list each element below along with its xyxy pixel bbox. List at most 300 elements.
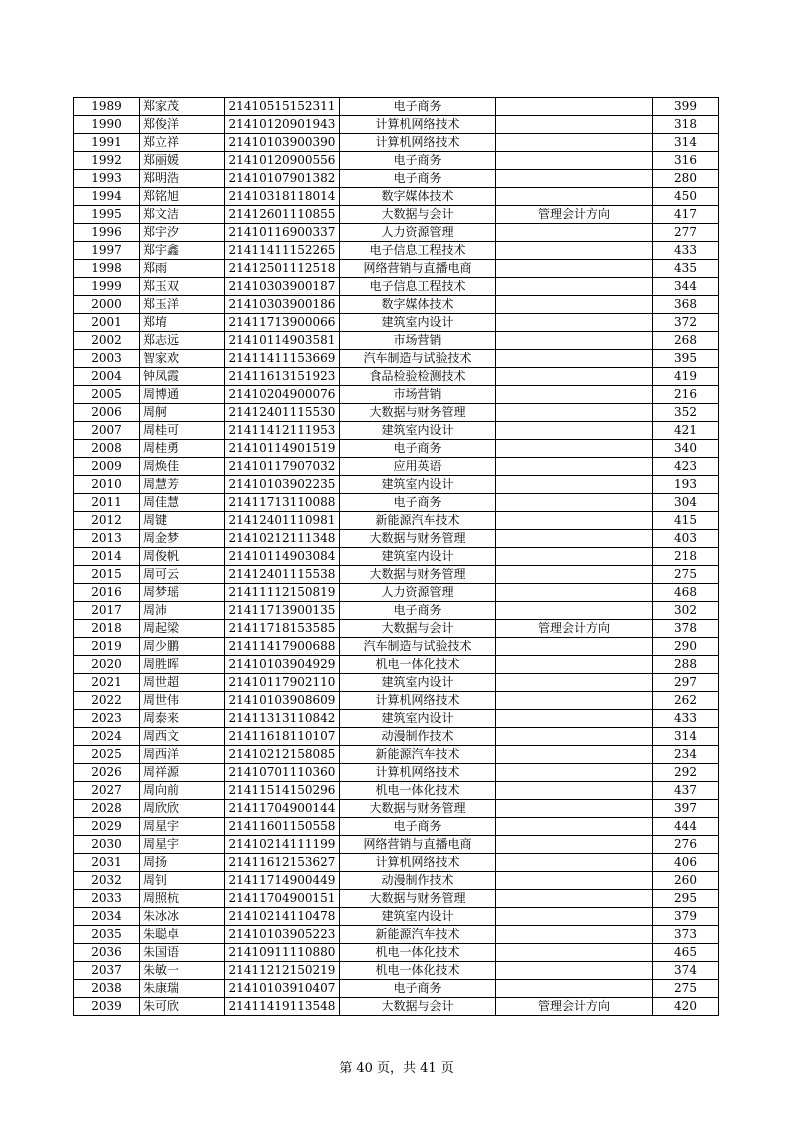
major-cell: 计算机网络技术	[340, 134, 496, 152]
major-direction-cell	[496, 962, 653, 980]
table-row	[74, 998, 719, 1016]
student-name-cell: 周佳慧	[140, 494, 225, 512]
exam-number-cell: 21410116900337	[225, 224, 340, 242]
row-number-cell: 2001	[74, 314, 140, 332]
student-name-cell: 郑家茂	[140, 98, 225, 116]
student-name-cell: 周博通	[140, 386, 225, 404]
student-name-cell: 郑堉	[140, 314, 225, 332]
score-cell: 275	[653, 980, 719, 998]
exam-number-cell: 21411411153669	[225, 350, 340, 368]
table-row	[74, 890, 719, 908]
major-cell: 电子商务	[340, 494, 496, 512]
major-cell: 电子商务	[340, 818, 496, 836]
table-row	[74, 566, 719, 584]
roster-table-body	[74, 98, 719, 1016]
score-cell: 297	[653, 674, 719, 692]
exam-number-cell: 21411612153627	[225, 854, 340, 872]
row-number-cell: 2031	[74, 854, 140, 872]
score-cell: 378	[653, 620, 719, 638]
major-direction-cell	[496, 512, 653, 530]
exam-number-cell: 21411718153585	[225, 620, 340, 638]
table-row	[74, 728, 719, 746]
major-cell: 机电一体化技术	[340, 782, 496, 800]
table-row	[74, 548, 719, 566]
score-cell: 260	[653, 872, 719, 890]
exam-number-cell: 21410103908609	[225, 692, 340, 710]
exam-number-cell: 21410120901943	[225, 116, 340, 134]
student-name-cell: 郑宇鑫	[140, 242, 225, 260]
exam-number-cell: 21410214111199	[225, 836, 340, 854]
student-name-cell: 郑志远	[140, 332, 225, 350]
score-cell: 450	[653, 188, 719, 206]
student-name-cell: 郑文洁	[140, 206, 225, 224]
major-cell: 大数据与财务管理	[340, 530, 496, 548]
table-row	[74, 638, 719, 656]
row-number-cell: 2023	[74, 710, 140, 728]
table-row	[74, 440, 719, 458]
table-row	[74, 332, 719, 350]
table-row	[74, 926, 719, 944]
major-direction-cell	[496, 260, 653, 278]
major-direction-cell	[496, 692, 653, 710]
major-direction-cell	[496, 422, 653, 440]
student-name-cell: 周少鹏	[140, 638, 225, 656]
row-number-cell: 1994	[74, 188, 140, 206]
student-name-cell: 朱国语	[140, 944, 225, 962]
exam-number-cell: 21410103910407	[225, 980, 340, 998]
score-cell: 280	[653, 170, 719, 188]
major-direction-cell: 管理会计方向	[496, 620, 653, 638]
student-name-cell: 郑玉洋	[140, 296, 225, 314]
student-name-cell: 周胜晖	[140, 656, 225, 674]
score-cell: 234	[653, 746, 719, 764]
table-row	[74, 746, 719, 764]
row-number-cell: 2024	[74, 728, 140, 746]
student-name-cell: 郑宇汐	[140, 224, 225, 242]
row-number-cell: 2025	[74, 746, 140, 764]
table-row	[74, 296, 719, 314]
score-cell: 421	[653, 422, 719, 440]
score-cell: 262	[653, 692, 719, 710]
major-direction-cell	[496, 368, 653, 386]
row-number-cell: 2030	[74, 836, 140, 854]
table-row	[74, 602, 719, 620]
student-name-cell: 周照杭	[140, 890, 225, 908]
row-number-cell: 2026	[74, 764, 140, 782]
exam-number-cell: 21410114903581	[225, 332, 340, 350]
major-cell: 计算机网络技术	[340, 854, 496, 872]
exam-number-cell: 21410303900186	[225, 296, 340, 314]
major-cell: 数字媒体技术	[340, 296, 496, 314]
table-row	[74, 170, 719, 188]
table-row	[74, 710, 719, 728]
exam-number-cell: 21410103904929	[225, 656, 340, 674]
major-direction-cell: 管理会计方向	[496, 998, 653, 1016]
score-cell: 290	[653, 638, 719, 656]
exam-number-cell: 21410204900076	[225, 386, 340, 404]
major-cell: 人力资源管理	[340, 584, 496, 602]
score-cell: 415	[653, 512, 719, 530]
score-cell: 193	[653, 476, 719, 494]
major-direction-cell	[496, 872, 653, 890]
table-row	[74, 404, 719, 422]
score-cell: 340	[653, 440, 719, 458]
row-number-cell: 2015	[74, 566, 140, 584]
score-cell: 292	[653, 764, 719, 782]
score-cell: 444	[653, 818, 719, 836]
student-name-cell: 周泰来	[140, 710, 225, 728]
table-row	[74, 674, 719, 692]
exam-number-cell: 21411419113548	[225, 998, 340, 1016]
page-footer: 第 40 页，共 41 页	[339, 1061, 454, 1076]
table-row	[74, 764, 719, 782]
student-name-cell: 周西洋	[140, 746, 225, 764]
score-cell: 435	[653, 260, 719, 278]
student-name-cell: 朱敏一	[140, 962, 225, 980]
table-row	[74, 944, 719, 962]
major-direction-cell	[496, 296, 653, 314]
major-direction-cell	[496, 242, 653, 260]
row-number-cell: 2010	[74, 476, 140, 494]
student-name-cell: 周桂可	[140, 422, 225, 440]
major-cell: 建筑室内设计	[340, 314, 496, 332]
row-number-cell: 2038	[74, 980, 140, 998]
row-number-cell: 2003	[74, 350, 140, 368]
exam-number-cell: 21410103900390	[225, 134, 340, 152]
table-row	[74, 116, 719, 134]
major-cell: 新能源汽车技术	[340, 512, 496, 530]
table-row	[74, 350, 719, 368]
row-number-cell: 2012	[74, 512, 140, 530]
exam-number-cell: 21410911110880	[225, 944, 340, 962]
major-direction-cell	[496, 728, 653, 746]
major-cell: 计算机网络技术	[340, 116, 496, 134]
table-row	[74, 800, 719, 818]
exam-number-cell: 21411714900449	[225, 872, 340, 890]
table-row	[74, 908, 719, 926]
table-row	[74, 620, 719, 638]
score-cell: 218	[653, 548, 719, 566]
table-row	[74, 512, 719, 530]
table-row	[74, 584, 719, 602]
score-cell: 395	[653, 350, 719, 368]
row-number-cell: 2039	[74, 998, 140, 1016]
score-cell: 399	[653, 98, 719, 116]
major-cell: 电子商务	[340, 170, 496, 188]
exam-number-cell: 21411704900151	[225, 890, 340, 908]
row-number-cell: 1999	[74, 278, 140, 296]
row-number-cell: 2017	[74, 602, 140, 620]
table-row	[74, 818, 719, 836]
major-direction-cell	[496, 386, 653, 404]
student-name-cell: 智家欢	[140, 350, 225, 368]
row-number-cell: 2004	[74, 368, 140, 386]
student-name-cell: 周梦瑶	[140, 584, 225, 602]
student-name-cell: 周钊	[140, 872, 225, 890]
row-number-cell: 2027	[74, 782, 140, 800]
row-number-cell: 2020	[74, 656, 140, 674]
student-name-cell: 钟凤霞	[140, 368, 225, 386]
major-cell: 大数据与会计	[340, 206, 496, 224]
score-cell: 304	[653, 494, 719, 512]
exam-number-cell: 21410318118014	[225, 188, 340, 206]
row-number-cell: 2018	[74, 620, 140, 638]
student-name-cell: 朱可欣	[140, 998, 225, 1016]
major-cell: 电子信息工程技术	[340, 278, 496, 296]
score-cell: 423	[653, 458, 719, 476]
score-cell: 352	[653, 404, 719, 422]
student-name-cell: 郑丽媛	[140, 152, 225, 170]
exam-number-cell: 21410212158085	[225, 746, 340, 764]
exam-number-cell: 21411713900135	[225, 602, 340, 620]
table-row	[74, 530, 719, 548]
score-cell: 316	[653, 152, 719, 170]
row-number-cell: 2036	[74, 944, 140, 962]
major-direction-cell	[496, 854, 653, 872]
exam-number-cell: 21410117902110	[225, 674, 340, 692]
major-direction-cell	[496, 332, 653, 350]
major-cell: 新能源汽车技术	[340, 926, 496, 944]
exam-number-cell: 21411601150558	[225, 818, 340, 836]
row-number-cell: 2011	[74, 494, 140, 512]
row-number-cell: 2037	[74, 962, 140, 980]
student-name-cell: 周世伟	[140, 692, 225, 710]
major-cell: 大数据与财务管理	[340, 404, 496, 422]
student-name-cell: 周欣欣	[140, 800, 225, 818]
major-direction-cell	[496, 494, 653, 512]
score-cell: 314	[653, 728, 719, 746]
major-cell: 市场营销	[340, 332, 496, 350]
student-name-cell: 周西文	[140, 728, 225, 746]
major-direction-cell	[496, 566, 653, 584]
major-cell: 电子商务	[340, 152, 496, 170]
exam-number-cell: 21412601110855	[225, 206, 340, 224]
exam-number-cell: 21411212150219	[225, 962, 340, 980]
major-direction-cell	[496, 584, 653, 602]
exam-number-cell: 21410117907032	[225, 458, 340, 476]
major-cell: 人力资源管理	[340, 224, 496, 242]
student-name-cell: 郑俊洋	[140, 116, 225, 134]
table-row	[74, 656, 719, 674]
exam-number-cell: 21410303900187	[225, 278, 340, 296]
exam-number-cell: 21411618110107	[225, 728, 340, 746]
exam-number-cell: 21411713110088	[225, 494, 340, 512]
score-cell: 268	[653, 332, 719, 350]
major-cell: 大数据与会计	[340, 998, 496, 1016]
row-number-cell: 2033	[74, 890, 140, 908]
major-direction-cell	[496, 746, 653, 764]
student-name-cell: 周世超	[140, 674, 225, 692]
major-cell: 数字媒体技术	[340, 188, 496, 206]
major-cell: 建筑室内设计	[340, 476, 496, 494]
table-row	[74, 98, 719, 116]
student-name-cell: 周祥源	[140, 764, 225, 782]
score-cell: 276	[653, 836, 719, 854]
score-cell: 419	[653, 368, 719, 386]
major-cell: 机电一体化技术	[340, 962, 496, 980]
major-cell: 电子信息工程技术	[340, 242, 496, 260]
major-cell: 建筑室内设计	[340, 710, 496, 728]
student-name-cell: 周可云	[140, 566, 225, 584]
score-cell: 288	[653, 656, 719, 674]
exam-number-cell: 21411704900144	[225, 800, 340, 818]
table-row	[74, 134, 719, 152]
student-name-cell: 周扬	[140, 854, 225, 872]
major-direction-cell	[496, 170, 653, 188]
score-cell: 368	[653, 296, 719, 314]
row-number-cell: 1997	[74, 242, 140, 260]
exam-number-cell: 21410212111348	[225, 530, 340, 548]
major-cell: 电子商务	[340, 980, 496, 998]
table-row	[74, 314, 719, 332]
exam-number-cell: 21410515152311	[225, 98, 340, 116]
row-number-cell: 2022	[74, 692, 140, 710]
score-cell: 465	[653, 944, 719, 962]
score-cell: 318	[653, 116, 719, 134]
row-number-cell: 2021	[74, 674, 140, 692]
score-cell: 216	[653, 386, 719, 404]
score-cell: 420	[653, 998, 719, 1016]
major-direction-cell	[496, 710, 653, 728]
roster-table	[73, 97, 719, 1016]
score-cell: 379	[653, 908, 719, 926]
student-name-cell: 郑立祥	[140, 134, 225, 152]
student-name-cell: 朱冰冰	[140, 908, 225, 926]
row-number-cell: 1989	[74, 98, 140, 116]
table-row	[74, 242, 719, 260]
exam-number-cell: 21411417900688	[225, 638, 340, 656]
exam-number-cell: 21411412111953	[225, 422, 340, 440]
row-number-cell: 2006	[74, 404, 140, 422]
exam-number-cell: 21410701110360	[225, 764, 340, 782]
table-row	[74, 260, 719, 278]
table-row	[74, 224, 719, 242]
major-direction-cell	[496, 134, 653, 152]
score-cell: 314	[653, 134, 719, 152]
row-number-cell: 2009	[74, 458, 140, 476]
score-cell: 302	[653, 602, 719, 620]
exam-number-cell: 21410114903084	[225, 548, 340, 566]
major-cell: 大数据与财务管理	[340, 566, 496, 584]
major-direction-cell	[496, 224, 653, 242]
table-row	[74, 458, 719, 476]
score-cell: 372	[653, 314, 719, 332]
row-number-cell: 2019	[74, 638, 140, 656]
student-name-cell: 周星宇	[140, 818, 225, 836]
table-row	[74, 782, 719, 800]
row-number-cell: 1990	[74, 116, 140, 134]
student-name-cell: 周键	[140, 512, 225, 530]
student-name-cell: 周焕佳	[140, 458, 225, 476]
major-direction-cell	[496, 638, 653, 656]
major-direction-cell	[496, 188, 653, 206]
major-direction-cell	[496, 656, 653, 674]
major-cell: 电子商务	[340, 98, 496, 116]
table-row	[74, 854, 719, 872]
table-row	[74, 476, 719, 494]
major-cell: 电子商务	[340, 602, 496, 620]
score-cell: 295	[653, 890, 719, 908]
major-cell: 网络营销与直播电商	[340, 836, 496, 854]
major-cell: 计算机网络技术	[340, 692, 496, 710]
row-number-cell: 2029	[74, 818, 140, 836]
major-cell: 市场营销	[340, 386, 496, 404]
major-direction-cell	[496, 404, 653, 422]
major-direction-cell	[496, 836, 653, 854]
student-name-cell: 周沛	[140, 602, 225, 620]
exam-number-cell: 21410103905223	[225, 926, 340, 944]
table-row	[74, 494, 719, 512]
major-cell: 建筑室内设计	[340, 422, 496, 440]
major-direction-cell	[496, 674, 653, 692]
major-cell: 新能源汽车技术	[340, 746, 496, 764]
major-direction-cell	[496, 98, 653, 116]
student-name-cell: 朱聪卓	[140, 926, 225, 944]
student-name-cell: 郑明浩	[140, 170, 225, 188]
major-direction-cell	[496, 602, 653, 620]
major-cell: 大数据与财务管理	[340, 890, 496, 908]
major-cell: 动漫制作技术	[340, 728, 496, 746]
exam-number-cell: 21411613151923	[225, 368, 340, 386]
exam-number-cell: 21411313110842	[225, 710, 340, 728]
major-cell: 网络营销与直播电商	[340, 260, 496, 278]
major-direction-cell	[496, 458, 653, 476]
exam-number-cell: 21411713900066	[225, 314, 340, 332]
table-row	[74, 980, 719, 998]
table-row	[74, 962, 719, 980]
major-cell: 建筑室内设计	[340, 674, 496, 692]
major-direction-cell	[496, 890, 653, 908]
row-number-cell: 2013	[74, 530, 140, 548]
row-number-cell: 1996	[74, 224, 140, 242]
major-cell: 机电一体化技术	[340, 944, 496, 962]
major-direction-cell	[496, 116, 653, 134]
score-cell: 403	[653, 530, 719, 548]
major-direction-cell	[496, 782, 653, 800]
table-row	[74, 278, 719, 296]
exam-number-cell: 21411112150819	[225, 584, 340, 602]
table-row	[74, 836, 719, 854]
row-number-cell: 1992	[74, 152, 140, 170]
score-cell: 417	[653, 206, 719, 224]
row-number-cell: 1993	[74, 170, 140, 188]
exam-number-cell: 21411411152265	[225, 242, 340, 260]
major-cell: 应用英语	[340, 458, 496, 476]
exam-number-cell: 21411514150296	[225, 782, 340, 800]
major-cell: 建筑室内设计	[340, 908, 496, 926]
major-direction-cell	[496, 350, 653, 368]
student-name-cell: 周金梦	[140, 530, 225, 548]
table-row	[74, 422, 719, 440]
score-cell: 433	[653, 710, 719, 728]
exam-number-cell: 21412401110981	[225, 512, 340, 530]
score-cell: 275	[653, 566, 719, 584]
row-number-cell: 2000	[74, 296, 140, 314]
table-row	[74, 386, 719, 404]
score-cell: 437	[653, 782, 719, 800]
student-name-cell: 郑玉双	[140, 278, 225, 296]
table-row	[74, 872, 719, 890]
major-direction-cell	[496, 548, 653, 566]
exam-number-cell: 21412401115538	[225, 566, 340, 584]
major-cell: 食品检验检测技术	[340, 368, 496, 386]
score-cell: 277	[653, 224, 719, 242]
table-row	[74, 206, 719, 224]
student-name-cell: 郑铭旭	[140, 188, 225, 206]
student-name-cell: 郑雨	[140, 260, 225, 278]
major-cell: 大数据与会计	[340, 620, 496, 638]
student-name-cell: 朱康瑞	[140, 980, 225, 998]
